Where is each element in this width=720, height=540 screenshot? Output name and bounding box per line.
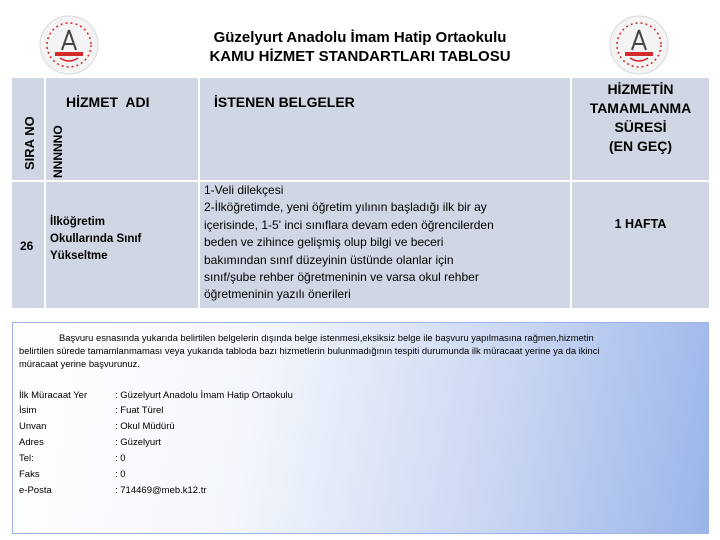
contact-label: Tel:	[19, 453, 34, 464]
contact-row	[19, 389, 293, 402]
contact-label: Unvan	[19, 421, 47, 432]
contact-label: e-Posta	[19, 485, 52, 496]
notice-box	[12, 322, 709, 534]
meb-emblem-icon	[608, 14, 670, 76]
header-sure-line: SÜRESİ	[614, 119, 667, 135]
header-istenen-belgeler	[200, 78, 570, 180]
header-sira-no-label: SIRA NO	[22, 116, 37, 170]
notice-line: müracaat yerine başvurunuz.	[19, 358, 140, 369]
row-hizmet-adi-line: Okullarında Sınıf	[50, 233, 142, 245]
contact-value: : Fuat Türel	[115, 405, 164, 416]
header-hizmet-adi	[46, 78, 198, 180]
header-istenen-belgeler-label: İSTENEN BELGELER	[214, 94, 355, 110]
contact-label: İlk Müracaat Yer	[19, 390, 88, 401]
row-hizmet-adi	[46, 182, 198, 308]
service-standards-table	[12, 78, 709, 308]
contact-email[interactable]: : 714469@meb.k12.tr	[115, 485, 207, 496]
notice-line: belirtilen sürede tamamlanmaması veya yukarıda tabloda bazı hizmetlerin bulunmadığının tespiti durumunda ilk müracaat yerine ya da ikinci	[19, 345, 600, 356]
contact-value: : Güzelyurt Anadolu İmam Hatip Ortaokulu	[115, 390, 293, 401]
page-title	[140, 28, 580, 66]
contact-row	[19, 420, 175, 433]
notice-paragraph	[19, 331, 703, 370]
contact-row	[19, 404, 163, 417]
contact-value: : 0	[115, 469, 126, 480]
row-belgeler-line: bakımından sınıf düzeyinin üstünde olanlar için	[204, 252, 454, 267]
row-belgeler-line: beden ve zihince gelişmiş olup bilgi ve beceri	[204, 235, 444, 250]
contact-label: Adres	[19, 437, 44, 448]
row-belgeler-line: sınıf/şube rehber öğretmeninin ve varsa okul rehber	[204, 270, 479, 285]
contact-value: : 0	[115, 453, 126, 464]
row-sira-no	[12, 182, 44, 308]
row-hizmet-adi-line: İlköğretim	[50, 216, 105, 228]
contact-row	[19, 484, 207, 497]
row-hizmet-adi-line: Yükseltme	[50, 250, 108, 262]
row-sira-no-value: 26	[20, 239, 34, 253]
row-belgeler	[200, 182, 570, 308]
row-belgeler-line: içerisinde, 1-5' inci sınıflara devam eden öğrencilerden	[204, 217, 494, 232]
contact-label: İsim	[19, 405, 37, 416]
contact-row	[19, 452, 126, 465]
header-sira-no-overlay: NNNNNO	[51, 125, 65, 178]
title-line-school: Güzelyurt Anadolu İmam Hatip Ortaokulu	[213, 29, 507, 46]
title-line-table: KAMU HİZMET STANDARTLARI TABLOSU	[209, 48, 511, 65]
header-sira-no	[12, 78, 44, 180]
contact-row	[19, 436, 161, 449]
row-belgeler-line: öğretmeninin yazılı önerileri	[204, 287, 351, 302]
contact-label: Faks	[19, 469, 40, 480]
row-sure	[572, 182, 709, 308]
header-hizmet-adi-label: HİZMET ADI	[66, 94, 150, 110]
row-belgeler-line: 1-Veli dilekçesi	[204, 183, 284, 197]
header-sure-line: TAMAMLANMA	[589, 100, 692, 116]
header-sure-line: HİZMETİN	[607, 81, 674, 97]
header-sure-line: (EN GEÇ)	[609, 138, 672, 154]
notice-line: Başvuru esnasında yukarıda belirtilen belgelerin dışında belge istenmesi,eksiksiz belge ile başvuru yapılmasına rağmen,hizmetin	[59, 332, 594, 343]
meb-emblem-icon	[38, 14, 100, 76]
header-sure	[572, 78, 709, 180]
row-sure-value: 1 HAFTA	[614, 217, 667, 231]
contact-value: : Güzelyurt	[115, 437, 161, 448]
contact-value: : Okul Müdürü	[115, 421, 175, 432]
contact-row	[19, 468, 126, 481]
row-belgeler-line: 2-İlköğretimde, yeni öğretim yılının başladığı ilk bir ay	[204, 200, 487, 215]
